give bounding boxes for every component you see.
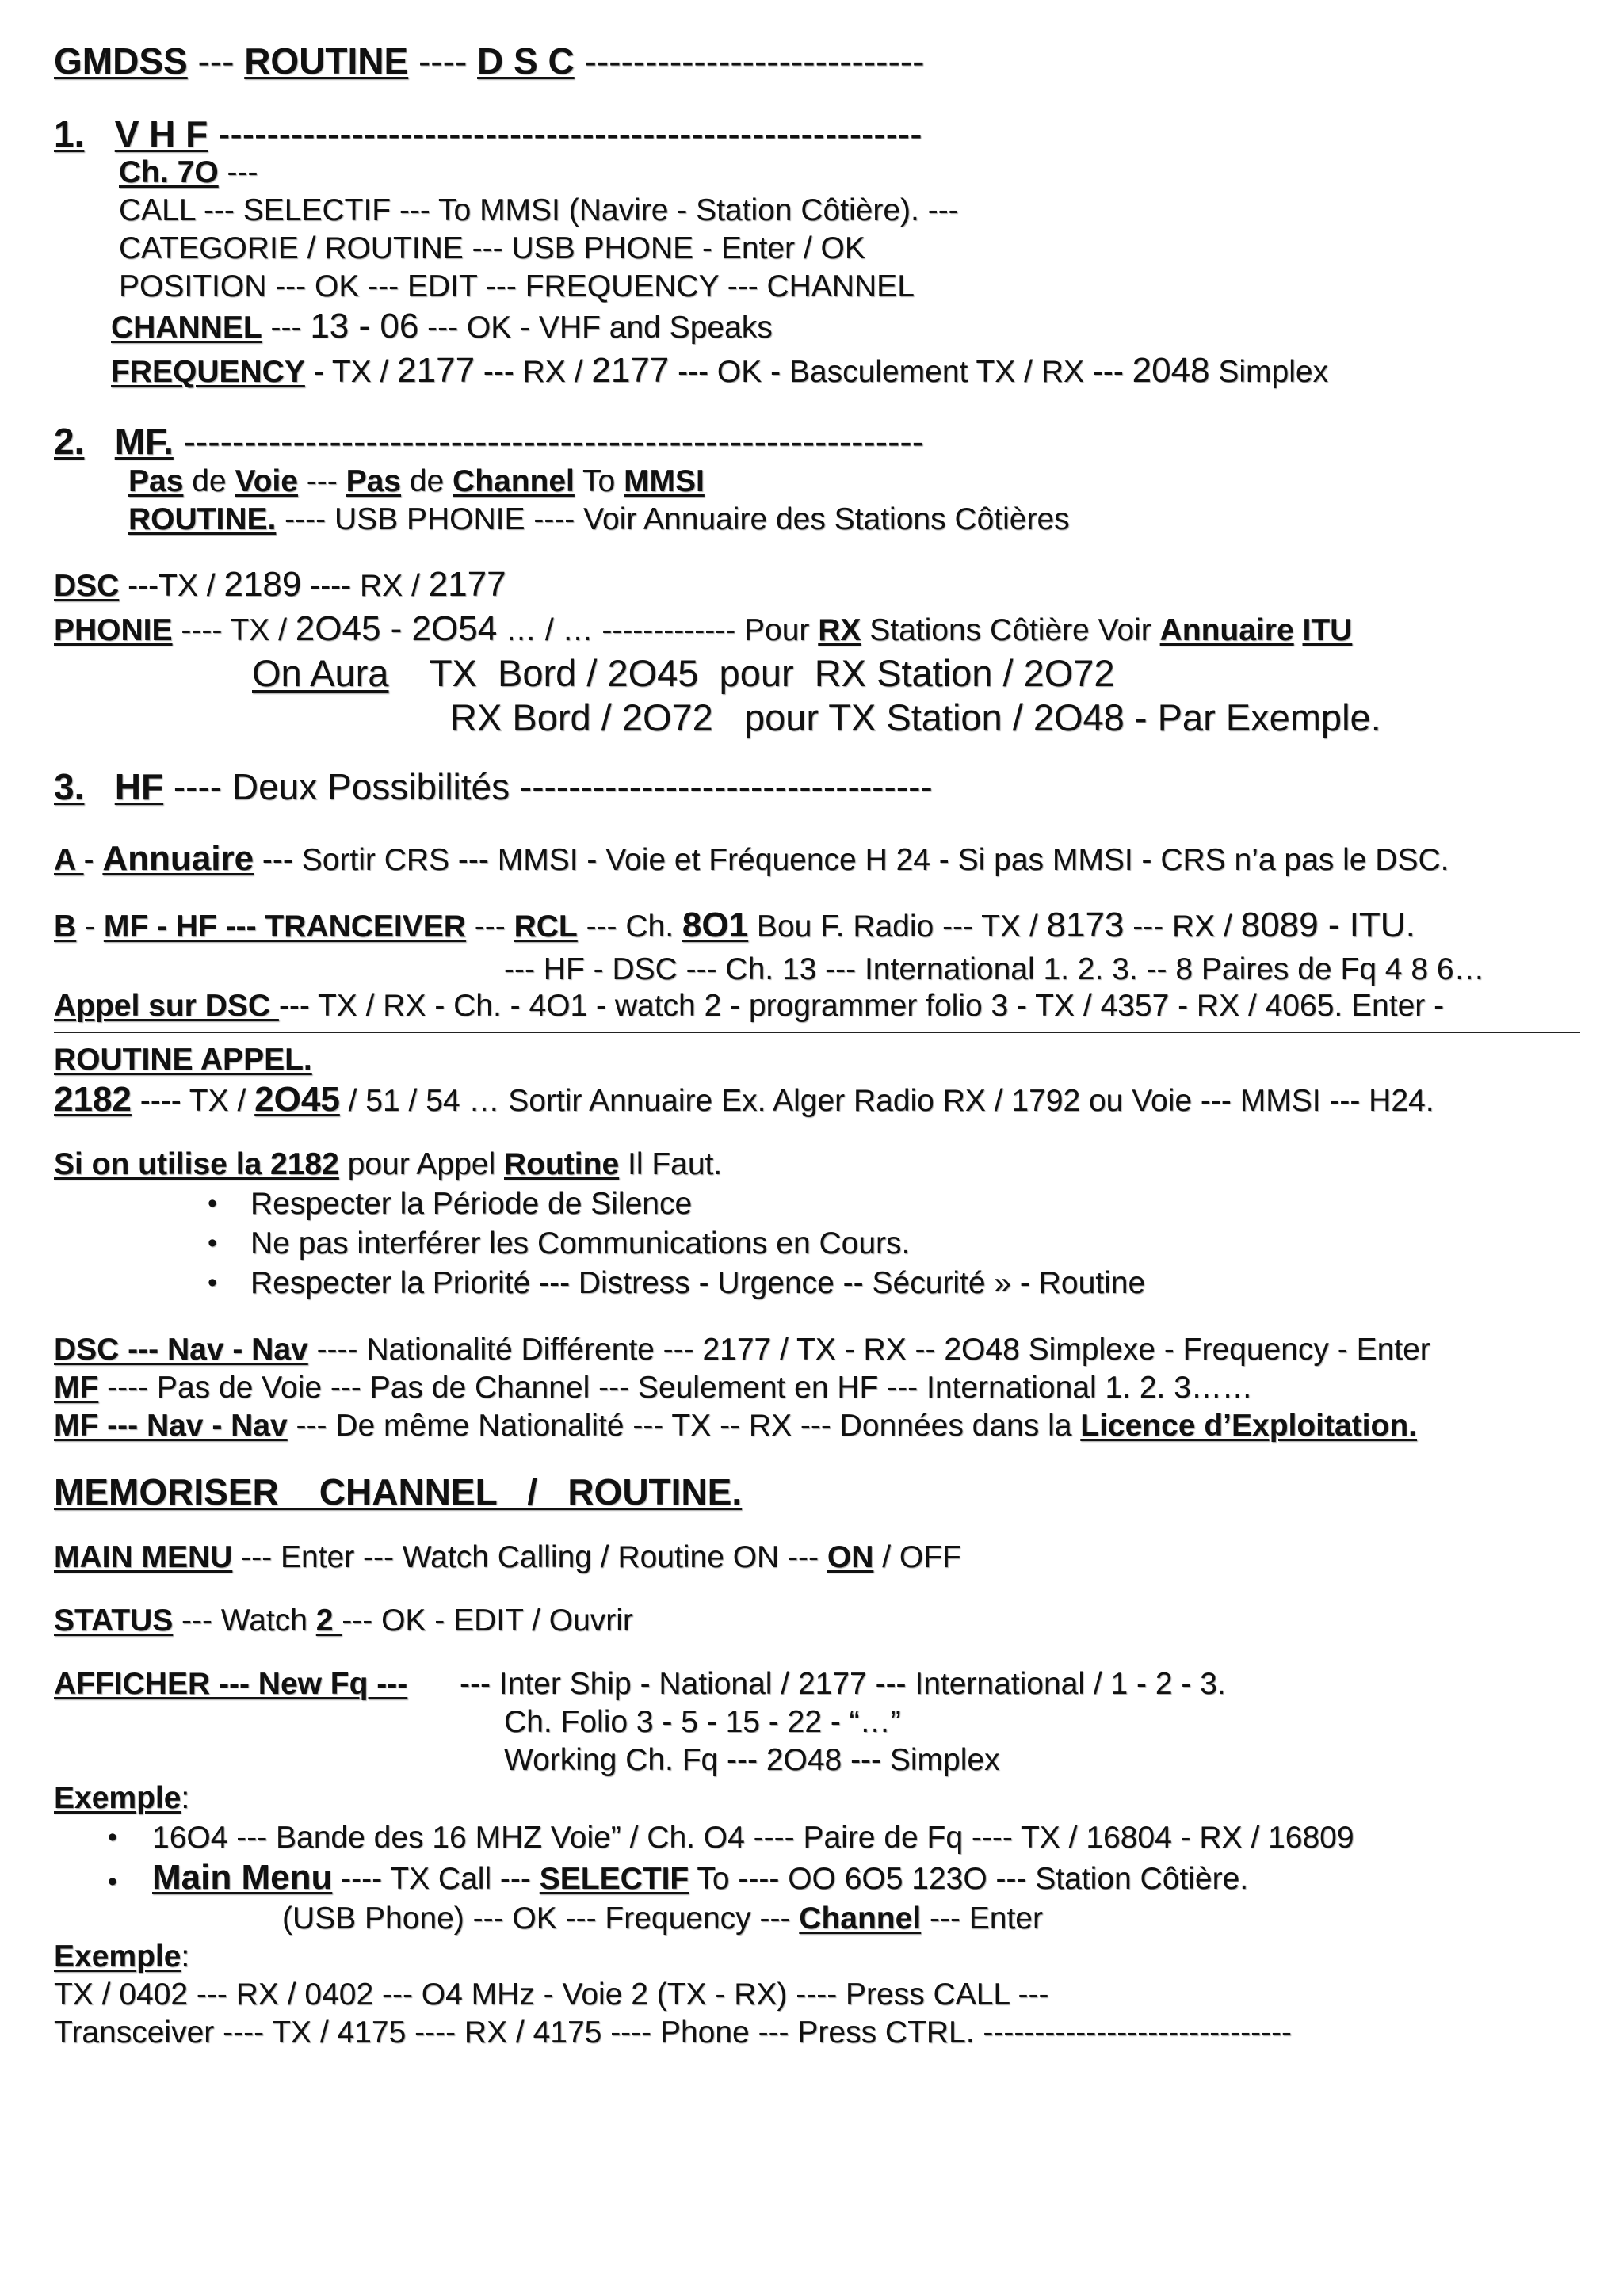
number: 2177	[397, 351, 475, 390]
mf-routine-line	[128, 504, 1070, 535]
section-title: V H F	[114, 113, 208, 154]
text: --- OK - VHF and Speaks	[418, 311, 773, 345]
section-1-heading	[54, 113, 922, 154]
afficher-line-3: Working Ch. Fq --- 2O48 --- Simplex	[504, 1743, 1000, 1777]
text: To	[574, 464, 624, 498]
on-aura-line-2: RX Bord / 2O72 pour TX Station / 2O48 - Par Exemple.	[450, 696, 1381, 738]
section-2-heading	[54, 423, 924, 460]
text: Pas	[346, 464, 401, 498]
text: MF - HF --- TRANCEIVER	[103, 910, 466, 944]
line-2182	[54, 1082, 1434, 1117]
text: To ---- OO 6O5 123O --- Station Côtière.	[689, 1862, 1249, 1896]
list-item: Respecter la Priorité --- Distress - Urgence -- Sécurité » - Routine	[250, 1266, 1146, 1300]
text: --- Enter	[921, 1901, 1043, 1936]
text: / 51 / 54 … Sortir Annuaire Ex. Alger Radio RX / 1792 ou Voie --- MMSI --- H24.	[339, 1084, 1434, 1118]
number: 8173	[1046, 906, 1125, 944]
text: ---- TX Call ---	[332, 1862, 540, 1896]
number: 2182	[54, 1080, 132, 1119]
mf-pas-de-voie-line	[128, 466, 705, 497]
title-gmdss: GMDSS	[54, 40, 188, 82]
label: PHONIE	[54, 613, 173, 647]
memoriser-heading: MEMORISER CHANNEL / ROUTINE.	[54, 1471, 743, 1512]
afficher-label	[54, 1669, 407, 1699]
line-b-2: --- HF - DSC --- Ch. 13 --- International 1. 2. 3. -- 8 Paires de Fq 4 8 6…	[504, 952, 1485, 986]
text: Channel	[453, 464, 575, 498]
vhf-channel: Ch. 7O	[119, 155, 219, 189]
mf-line	[54, 1372, 1253, 1403]
number: 2177	[591, 351, 670, 390]
number: 13 - 06	[310, 307, 419, 345]
label: On Aura	[252, 652, 389, 694]
appel-line	[54, 990, 1444, 1021]
text: ---TX /	[119, 569, 224, 603]
routine-appel-heading: ROUTINE APPEL.	[54, 1043, 312, 1077]
text	[1294, 613, 1303, 647]
vhf-channel-detail-line	[111, 309, 773, 344]
text: Licence d’Exploitation.	[1080, 1409, 1417, 1443]
label: ROUTINE.	[128, 502, 277, 536]
text: Annuaire	[1159, 613, 1294, 647]
text: ---	[297, 464, 346, 498]
label: MAIN MENU	[54, 1540, 233, 1574]
text: ---	[218, 155, 258, 189]
vhf-categorie-line: CATEGORIE / ROUTINE --- USB PHONE - Enter / OK	[119, 231, 865, 265]
text: --- RX /	[1124, 910, 1241, 944]
list-item-2	[282, 1903, 1043, 1934]
label: A	[54, 843, 84, 877]
vhf-position-line: POSITION --- OK --- EDIT --- FREQUENCY --- CHANNEL	[119, 269, 915, 303]
main-menu-line	[54, 1542, 961, 1573]
text: ---- Pas de Voie --- Pas de Channel --- Seulement en HF --- International 1. 2. 3……	[98, 1371, 1253, 1405]
text: ---- USB PHONIE ---- Voir Annuaire des Stations Côtières	[276, 502, 1070, 536]
vhf-channel-line	[119, 157, 258, 188]
text: ---	[465, 910, 514, 944]
label: FREQUENCY	[111, 355, 305, 389]
text: Annuaire	[102, 839, 254, 878]
text: Routine	[504, 1147, 620, 1181]
mf-nav-line	[54, 1410, 1417, 1441]
number: 2O45	[254, 1080, 340, 1119]
text: :	[181, 1781, 190, 1815]
text: MMSI	[624, 464, 705, 498]
text: ---- RX /	[301, 569, 429, 603]
afficher-line: --- Inter Ship - National / 2177 --- International / 1 - 2 - 3.	[460, 1667, 1226, 1701]
text: --- OK - Basculement TX / RX ---	[669, 355, 1132, 389]
number: 2048	[1132, 351, 1210, 390]
label: B	[54, 910, 77, 944]
page-title	[54, 40, 925, 82]
text: --- OK - EDIT / Ouvrir	[342, 1604, 633, 1638]
text: ITU	[1302, 613, 1353, 647]
on-aura-line	[252, 654, 1115, 692]
separator: ----	[408, 40, 478, 82]
text: --- Ch.	[577, 910, 682, 944]
text: pour Appel	[338, 1147, 504, 1181]
text: de	[183, 464, 235, 498]
text: Bou F. Radio --- TX /	[748, 910, 1047, 944]
vhf-call-line: CALL --- SELECTIF --- To MMSI (Navire - Station Côtière). ---	[119, 193, 959, 227]
label: MF --- Nav - Nav	[54, 1409, 288, 1443]
number: 8O1	[682, 906, 749, 944]
line-b	[54, 908, 1415, 943]
status-line	[54, 1605, 633, 1636]
section-number: 2.	[54, 421, 85, 462]
text: (USB Phone) --- OK --- Frequency ---	[282, 1901, 800, 1936]
text: --- Sortir CRS --- MMSI - Voie et Fréquence H 24 - Si pas MMSI - CRS n’a pas le DSC.	[254, 843, 1449, 877]
text: --- Watch	[173, 1604, 316, 1638]
label: DSC	[54, 569, 120, 603]
label: CHANNEL	[111, 311, 262, 345]
list-item: Ne pas interférer les Communications en Cours.	[250, 1226, 911, 1261]
dsc-line	[54, 567, 506, 602]
dashes: ----------------------------------------------------------	[208, 113, 922, 154]
text: Pas	[128, 464, 184, 498]
phonie-line	[54, 609, 1353, 648]
text: ---	[262, 311, 311, 345]
number: 2189	[223, 565, 302, 604]
section-title: HF	[114, 766, 164, 807]
title-routine: ROUTINE	[244, 40, 409, 82]
transceiver-line: Transceiver ---- TX / 4175 ---- RX / 4175 ---- Phone --- Press CTRL. ------------------------------	[54, 2016, 1293, 2050]
text: Il Faut.	[619, 1147, 723, 1181]
text: -	[76, 910, 104, 944]
text: Channel	[799, 1901, 922, 1936]
text: RCL	[514, 910, 578, 944]
list-item: Respecter la Période de Silence	[250, 1187, 693, 1221]
exemple-label-2	[54, 1941, 189, 1972]
text: Simplex	[1209, 355, 1329, 389]
text: ON	[827, 1540, 874, 1574]
vhf-frequency-line	[111, 353, 1328, 388]
label: Si on utilise la 2182	[54, 1147, 339, 1181]
list-item	[152, 1860, 1248, 1895]
text: ---- TX /	[172, 613, 296, 647]
label: Exemple	[54, 1939, 181, 1974]
text: --- Enter --- Watch Calling / Routine ON ---	[232, 1540, 827, 1574]
text: Voie	[235, 464, 298, 498]
title-dsc: D S C	[477, 40, 575, 82]
text: ---- Deux Possibilités ----------------------------------	[163, 766, 933, 807]
text: --- RX /	[475, 355, 592, 389]
text: SELECTIF	[539, 1862, 689, 1896]
label: STATUS	[54, 1604, 174, 1638]
text: :	[181, 1939, 190, 1974]
section-title: MF.	[114, 421, 174, 462]
bullet-icon: •	[208, 1188, 217, 1219]
bullet-icon: •	[208, 1228, 217, 1258]
si-on-line	[54, 1149, 722, 1180]
section-3-heading	[54, 766, 933, 807]
text: --- TX / RX - Ch. - 4O1 - watch 2 - programmer folio 3 - TX / 4357 - RX / 4065. Enter -	[278, 989, 1445, 1023]
text: RX	[818, 613, 861, 647]
text: ---- TX /	[131, 1084, 255, 1118]
title-dashes: ----------------------------	[584, 40, 925, 82]
label: AFFICHER --- New Fq ---	[54, 1667, 408, 1701]
text: 2	[315, 1604, 342, 1638]
text: ---- Nationalité Différente --- 2177 / TX - RX -- 2O48 Simplexe - Frequency - Enter	[307, 1333, 1430, 1367]
section-number: 1.	[54, 113, 85, 154]
number: 2177	[428, 565, 506, 604]
exemple-label	[54, 1783, 189, 1814]
separator: ---	[187, 40, 245, 82]
dashes: -------------------------------------------------------------	[173, 421, 925, 462]
text: Stations Côtière Voir	[861, 613, 1160, 647]
bullet-icon: •	[108, 1867, 117, 1897]
bullet-icon: •	[208, 1268, 217, 1298]
divider	[54, 1032, 1580, 1033]
label: Main Menu	[152, 1858, 333, 1897]
list-item: 16O4 --- Bande des 16 MHZ Voie” / Ch. O4 ---- Paire de Fq ---- TX / 16804 - RX / 16809	[152, 1821, 1354, 1855]
label: Appel sur DSC	[54, 989, 279, 1023]
text: de	[400, 464, 453, 498]
label: DSC --- Nav - Nav	[54, 1333, 308, 1367]
text: - TX /	[304, 355, 398, 389]
text: … / … ------------- Pour	[497, 613, 819, 647]
number: 8089 - ITU.	[1240, 906, 1415, 944]
text: -	[83, 843, 103, 877]
number: 2O45 - 2O54	[295, 609, 498, 648]
text: --- De même Nationalité --- TX -- RX --- Données dans la	[287, 1409, 1081, 1443]
text: / OFF	[873, 1540, 961, 1574]
line-a	[54, 841, 1449, 876]
tx-line: TX / 0402 --- RX / 0402 --- O4 MHz - Voie 2 (TX - RX) ---- Press CALL ---	[54, 1978, 1049, 2012]
bullet-icon: •	[108, 1822, 117, 1852]
dsc-nav-line	[54, 1334, 1430, 1365]
label: MF	[54, 1371, 99, 1405]
text: TX Bord / 2O45 pour RX Station / 2O72	[388, 652, 1115, 694]
label: Exemple	[54, 1781, 181, 1815]
afficher-line-2: Ch. Folio 3 - 5 - 15 - 22 - “…”	[504, 1705, 901, 1739]
section-number: 3.	[54, 766, 85, 807]
